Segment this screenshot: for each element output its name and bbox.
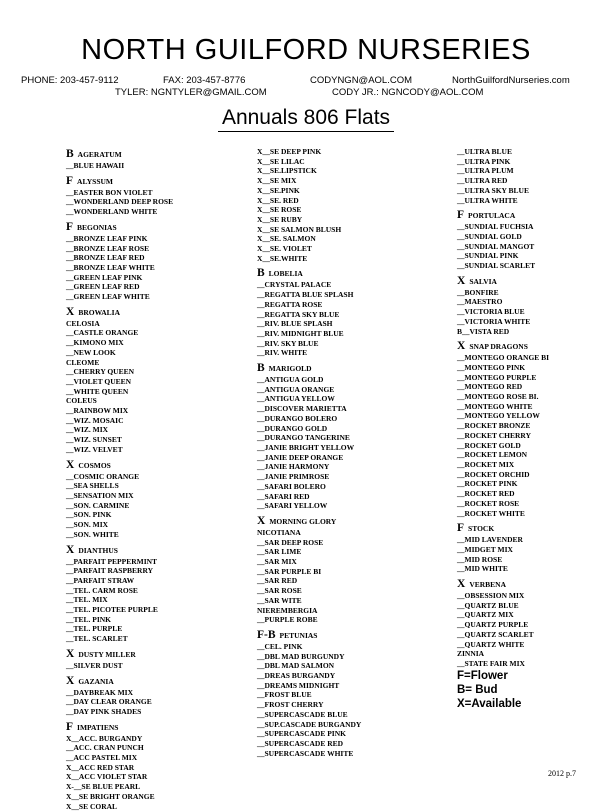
section-heading xyxy=(66,147,173,161)
variety-item: __WHITE QUEEN xyxy=(66,386,129,396)
plant-name: VERBENA xyxy=(469,580,506,590)
variety-item: __SEA SHELLS xyxy=(66,481,119,491)
variety-item: X__SE RUBY xyxy=(257,214,303,224)
plant-name: BEGONIAS xyxy=(77,222,117,232)
variety-item: __SUNDIAL MANGOT xyxy=(457,241,535,251)
variety-item: __SUNDIAL PINK xyxy=(457,251,519,261)
variety-item: X__SE.WHITE xyxy=(257,253,308,263)
page-title: NORTH GUILFORD NURSERIES xyxy=(81,34,531,66)
plant-name: PETUNIAS xyxy=(279,630,318,640)
variety-item: __GREEN LEAF WHITE xyxy=(66,292,150,302)
variety-item: __KIMONO MIX xyxy=(66,338,124,348)
variety-item: __REGATTA SKY BLUE xyxy=(257,309,340,319)
variety-item: X__SE BRIGHT ORANGE xyxy=(66,791,155,801)
variety-item: __SUPERCASCADE BLUE xyxy=(257,709,348,719)
variety-item: X__SE LILAC xyxy=(257,156,305,166)
plant-section xyxy=(66,458,173,540)
variety-item: X__SE DEEP PINK xyxy=(257,147,322,156)
phone-number: PHONE: 203-457-9112 xyxy=(21,75,119,86)
variety-item: __DURANGO BOLERO xyxy=(257,413,338,423)
variety-item: __SAR MIX xyxy=(257,557,297,567)
plant-section xyxy=(457,208,549,271)
plant-section xyxy=(257,514,361,625)
variety-item: __FROST CHERRY xyxy=(257,700,324,710)
variety-item: __ROCKET GOLD xyxy=(457,440,521,450)
availability-code: X xyxy=(457,274,466,287)
variety-item: __FROST BLUE xyxy=(257,690,312,700)
plant-name: PORTULACA xyxy=(468,211,516,221)
plant-name: MARIGOLD xyxy=(268,364,312,374)
variety-item: __CHERRY QUEEN xyxy=(66,367,135,377)
plant-section xyxy=(257,361,361,511)
variety-item: __ACC PASTEL MIX xyxy=(66,753,138,763)
plant-section xyxy=(66,674,173,717)
variety-item: __ROCKET BRONZE xyxy=(457,421,531,431)
availability-code: F xyxy=(66,174,74,187)
section-heading xyxy=(66,305,173,319)
variety-item: __MONTEGO RED xyxy=(457,382,523,392)
plant-name: NIEREMBERGIA xyxy=(257,605,318,615)
availability-code: F xyxy=(66,720,74,733)
section-heading xyxy=(66,674,173,688)
plant-name: CELOSIA xyxy=(66,318,100,328)
plant-section xyxy=(66,305,173,455)
plant-section xyxy=(257,147,361,263)
legend-flower: F=Flower xyxy=(457,670,508,682)
section-heading xyxy=(457,274,549,288)
variety-item: __SON. CARMINE xyxy=(66,500,130,510)
section-heading xyxy=(66,174,173,188)
variety-item: __BLUE HAWAII xyxy=(66,161,125,170)
variety-item: __TEL. CARM ROSE xyxy=(66,585,138,595)
email-tyler[interactable]: TYLER: NGNTYLER@GMAIL.COM xyxy=(115,87,267,98)
variety-item: __SAR DEEP ROSE xyxy=(257,537,324,547)
section-heading xyxy=(66,647,173,661)
variety-item: __ULTRA BLUE xyxy=(457,147,512,156)
variety-item: __PARFAIT STRAW xyxy=(66,575,135,585)
variety-item: X__SE.LIPSTICK xyxy=(257,166,317,176)
variety-item: X__SE CORAL xyxy=(66,801,118,811)
availability-code: B xyxy=(257,267,265,280)
variety-item: __ACC. CRAN PUNCH xyxy=(66,743,144,753)
variety-item: __MID LAVENDER xyxy=(457,535,523,545)
variety-item: __WIZ. MIX xyxy=(66,425,109,435)
legend-available: X=Available xyxy=(457,698,522,710)
variety-item: __DAY CLEAR ORANGE xyxy=(66,697,152,707)
variety-item: __SON. MIX xyxy=(66,520,109,530)
variety-item: __ROCKET WHITE xyxy=(457,508,525,518)
plant-name: CLEOME xyxy=(66,357,100,367)
section-heading xyxy=(257,514,361,528)
variety-item: __SAR LIME xyxy=(257,547,302,557)
section-heading xyxy=(457,577,549,591)
variety-item: __ANTIGUA YELLOW xyxy=(257,394,335,404)
variety-item: __BRONZE LEAF PINK xyxy=(66,233,148,243)
variety-item: X__SE ROSE xyxy=(257,205,302,215)
variety-item: X__SE SALMON BLUSH xyxy=(257,224,342,234)
variety-item: __VIOLET QUEEN xyxy=(66,376,132,386)
variety-item: __MAESTRO xyxy=(457,297,503,307)
variety-item: __COSMIC ORANGE xyxy=(66,471,140,481)
plant-section xyxy=(457,577,549,669)
variety-item: __VICTORIA BLUE xyxy=(457,307,525,317)
variety-item: __JANIE BRIGHT YELLOW xyxy=(257,442,355,452)
email-cody-jr[interactable]: CODY JR.: NGNCODY@AOL.COM xyxy=(332,87,484,98)
variety-item: __ULTRA RED xyxy=(457,176,508,186)
availability-code: X xyxy=(257,514,266,527)
variety-item: __MONTEGO PINK xyxy=(457,362,526,372)
section-heading xyxy=(66,458,173,472)
availability-code: X xyxy=(66,458,75,471)
page-footer: 2012 p.7 xyxy=(548,769,576,778)
variety-item: __VICTORIA WHITE xyxy=(457,316,531,326)
plant-name: COSMOS xyxy=(78,460,111,470)
variety-item: X__SE MIX xyxy=(257,176,297,186)
variety-item: __ROCKET RED xyxy=(457,489,515,499)
plant-name: GAZANIA xyxy=(78,676,114,686)
plant-name: NICOTIANA xyxy=(257,527,301,537)
variety-item: __SAR RED xyxy=(257,576,298,586)
variety-item: __QUARTZ BLUE xyxy=(457,600,519,610)
section-heading xyxy=(257,266,361,280)
plant-section xyxy=(66,220,173,302)
plant-name: SALVIA xyxy=(469,276,497,286)
variety-item: __NEW LOOK xyxy=(66,347,116,357)
variety-item: __MONTEGO PURPLE xyxy=(457,372,537,382)
legend xyxy=(457,669,521,711)
plant-column-3 xyxy=(457,147,549,669)
variety-item: __WIZ. SUNSET xyxy=(66,435,122,445)
section-heading xyxy=(66,720,173,734)
variety-item: __BRONZE LEAF RED xyxy=(66,253,145,263)
plant-section xyxy=(66,720,173,811)
list-subtitle xyxy=(0,106,612,132)
plant-section xyxy=(457,147,549,205)
plant-name: SNAP DRAGONS xyxy=(469,342,528,352)
variety-item: __CASTLE ORANGE xyxy=(66,328,139,338)
variety-item: __SUNDIAL SCARLET xyxy=(457,261,536,271)
variety-item: __ULTRA SKY BLUE xyxy=(457,185,529,195)
availability-code: F xyxy=(66,220,74,233)
variety-item: __DREAS BURGANDY xyxy=(257,671,336,681)
variety-item: X__ACC VIOLET STAR xyxy=(66,772,148,782)
variety-item: __BRONZE LEAF WHITE xyxy=(66,262,155,272)
plant-section xyxy=(457,521,549,574)
variety-item: __PARFAIT PEPPERMINT xyxy=(66,556,158,566)
plant-name: DIANTHUS xyxy=(78,545,118,555)
legend-bud: B= Bud xyxy=(457,684,498,696)
variety-item: __WONDERLAND WHITE xyxy=(66,207,158,217)
variety-item: __SAR WITE xyxy=(257,595,302,605)
variety-item: __SAR PURPLE BI xyxy=(257,566,322,576)
variety-item: __RIV. MIDNIGHT BLUE xyxy=(257,328,344,338)
variety-item: B__VISTA RED xyxy=(457,326,510,336)
variety-item: __JANIE DEEP ORANGE xyxy=(257,452,344,462)
section-heading xyxy=(257,628,361,642)
availability-code: X xyxy=(66,543,75,556)
variety-item: __MID WHITE xyxy=(457,564,508,574)
variety-item: X__SE. RED xyxy=(257,195,299,205)
variety-item: __ROCKET ORCHID xyxy=(457,469,530,479)
variety-item: __SAFARI BOLERO xyxy=(257,481,326,491)
variety-item: __TEL. MIX xyxy=(66,595,108,605)
variety-item: __MONTEGO YELLOW xyxy=(457,411,540,421)
variety-item: __WIZ. VELVET xyxy=(66,444,123,454)
plant-column-1 xyxy=(66,147,173,811)
variety-item: __ROCKET ROSE xyxy=(457,498,520,508)
fax-number: FAX: 203-457-8776 xyxy=(163,75,246,86)
variety-item: __DREAMS MIDNIGHT xyxy=(257,680,340,690)
variety-item: __CRYSTAL PALACE xyxy=(257,280,332,290)
variety-item: __EASTER BON VIOLET xyxy=(66,187,153,197)
variety-item: __SENSATION MIX xyxy=(66,490,134,500)
variety-item: __JANIE PRIMROSE xyxy=(257,472,330,482)
variety-item: X-__SE BLUE PEARL xyxy=(66,782,141,792)
variety-item: __DBL MAD BURGUNDY xyxy=(257,651,345,661)
variety-item: __PURPLE ROBE xyxy=(257,615,318,625)
plant-name: STOCK xyxy=(468,524,495,534)
variety-item: __SUNDIAL FUCHSIA xyxy=(457,222,534,232)
availability-code: X xyxy=(66,305,75,318)
variety-item: __CEL. PINK xyxy=(257,641,303,651)
variety-item: __RIV. BLUE SPLASH xyxy=(257,319,333,329)
variety-item: __SUP.CASCADE BURGANDY xyxy=(257,719,362,729)
availability-code: F xyxy=(457,209,465,222)
plant-section xyxy=(257,628,361,758)
availability-code: X xyxy=(457,340,466,353)
variety-item: X__SE.PINK xyxy=(257,185,300,195)
variety-item: __SON. WHITE xyxy=(66,529,119,539)
variety-item: __ANTIGUA GOLD xyxy=(257,375,324,385)
plant-section xyxy=(66,147,173,171)
plant-section xyxy=(66,647,173,671)
variety-item: __QUARTZ PURPLE xyxy=(457,620,529,630)
variety-item: __OBSESSION MIX xyxy=(457,591,525,601)
variety-item: __SUPERCASCADE RED xyxy=(257,738,344,748)
variety-item: __GREEN LEAF PINK xyxy=(66,272,143,282)
section-heading xyxy=(457,208,549,222)
variety-item: __PARFAIT RASPBERRY xyxy=(66,566,154,576)
variety-item: __ULTRA WHITE xyxy=(457,195,518,205)
variety-item: __MIDGET MIX xyxy=(457,544,513,554)
variety-item: X__ACC. BURGANDY xyxy=(66,733,143,743)
variety-item: __ROCKET LEMON xyxy=(457,450,528,460)
plant-column-2 xyxy=(257,147,361,758)
variety-item: __MID ROSE xyxy=(457,554,503,564)
variety-item: __RAINBOW MIX xyxy=(66,406,129,416)
variety-item: __DURANGO GOLD xyxy=(257,423,328,433)
availability-code: F xyxy=(457,522,465,535)
variety-item: __DAYBREAK MIX xyxy=(66,687,134,697)
variety-item: __REGATTA BLUE SPLASH xyxy=(257,290,354,300)
plant-name: ZINNIA xyxy=(457,649,485,659)
variety-item: __WONDERLAND DEEP ROSE xyxy=(66,197,174,207)
variety-item: __SAR ROSE xyxy=(257,586,302,596)
availability-code: X xyxy=(66,674,75,687)
variety-item: __WIZ. MOSAIC xyxy=(66,415,124,425)
variety-item: __BRONZE LEAF ROSE xyxy=(66,243,150,253)
availability-code: X xyxy=(457,578,466,591)
variety-item: __SUPERCASCADE PINK xyxy=(257,729,346,739)
email-primary[interactable]: CODYNGN@AOL.COM xyxy=(310,75,413,86)
section-heading xyxy=(457,521,549,535)
variety-item: __QUARTZ WHITE xyxy=(457,639,525,649)
variety-item: __ULTRA PINK xyxy=(457,156,511,166)
variety-item: __MONTEGO ROSE BI. xyxy=(457,392,539,402)
subtitle-text: Annuals 806 Flats xyxy=(218,106,394,132)
variety-item: __SUPERCASCADE WHITE xyxy=(257,748,354,758)
variety-item: __STATE FAIR MIX xyxy=(457,658,525,668)
variety-item: __DBL MAD SALMON xyxy=(257,661,335,671)
variety-item: __RIV. SKY BLUE xyxy=(257,338,319,348)
section-heading xyxy=(457,339,549,353)
variety-item: __DISCOVER MARIETTA xyxy=(257,404,347,414)
plant-name: AGERATUM xyxy=(77,150,122,159)
plant-name: COLEUS xyxy=(66,396,97,406)
variety-item: __BONFIRE xyxy=(457,287,499,297)
availability-code: F-B xyxy=(257,628,276,641)
plant-name: BROWALIA xyxy=(78,307,120,317)
section-heading xyxy=(257,361,361,375)
plant-section xyxy=(457,339,549,518)
variety-item: __QUARTZ SCARLET xyxy=(457,629,534,639)
variety-item: __SON. PINK xyxy=(66,510,112,520)
plant-name: ALYSSUM xyxy=(77,176,114,186)
variety-item: __DURANGO TANGERINE xyxy=(257,433,350,443)
variety-item: __REGATTA ROSE xyxy=(257,299,323,309)
variety-item: __ROCKET MIX xyxy=(457,459,515,469)
website-link[interactable]: NorthGuilfordNurseries.com xyxy=(452,75,570,86)
variety-item: X__SE. SALMON xyxy=(257,234,316,244)
variety-item: __DAY PINK SHADES xyxy=(66,706,142,716)
variety-item: __ANTIGUA ORANGE xyxy=(257,384,335,394)
plant-section xyxy=(257,266,361,358)
plant-name: MORNING GLORY xyxy=(269,516,337,526)
variety-item: __SILVER DUST xyxy=(66,660,123,670)
section-heading xyxy=(66,220,173,234)
variety-item: __ROCKET CHERRY xyxy=(457,430,531,440)
plant-name: LOBELIA xyxy=(268,269,303,279)
plant-section xyxy=(66,174,173,217)
variety-item: __MONTEGO WHITE xyxy=(457,401,533,411)
variety-item: __QUARTZ MIX xyxy=(457,610,514,620)
variety-item: __JANIE HARMONY xyxy=(257,462,330,472)
availability-code: B xyxy=(66,148,74,160)
plant-name: DUSTY MILLER xyxy=(78,649,136,659)
variety-item: __MONTEGO ORANGE BI xyxy=(457,353,550,363)
variety-item: __RIV. WHITE xyxy=(257,348,308,358)
variety-item: __SAFARI YELLOW xyxy=(257,501,328,511)
variety-item: __ROCKET PINK xyxy=(457,479,518,489)
variety-item: __TEL. SCARLET xyxy=(66,634,128,644)
variety-item: __SUNDIAL GOLD xyxy=(457,231,522,241)
variety-item: __TEL. PURPLE xyxy=(66,624,123,634)
variety-item: __TEL. PINK xyxy=(66,614,112,624)
plant-section xyxy=(457,274,549,337)
section-heading xyxy=(66,543,173,557)
availability-code: X xyxy=(66,647,75,660)
availability-code: B xyxy=(257,362,265,375)
variety-item: __ULTRA PLUM xyxy=(457,166,514,176)
variety-item: __GREEN LEAF RED xyxy=(66,282,140,292)
variety-item: X__ACC RED STAR xyxy=(66,762,135,772)
plant-section xyxy=(66,543,173,644)
plant-name: IMPATIENS xyxy=(77,722,119,732)
variety-item: __TEL. PICOTEE PURPLE xyxy=(66,605,158,615)
variety-item: __SAFARI RED xyxy=(257,491,310,501)
variety-item: X__SE. VIOLET xyxy=(257,244,312,254)
